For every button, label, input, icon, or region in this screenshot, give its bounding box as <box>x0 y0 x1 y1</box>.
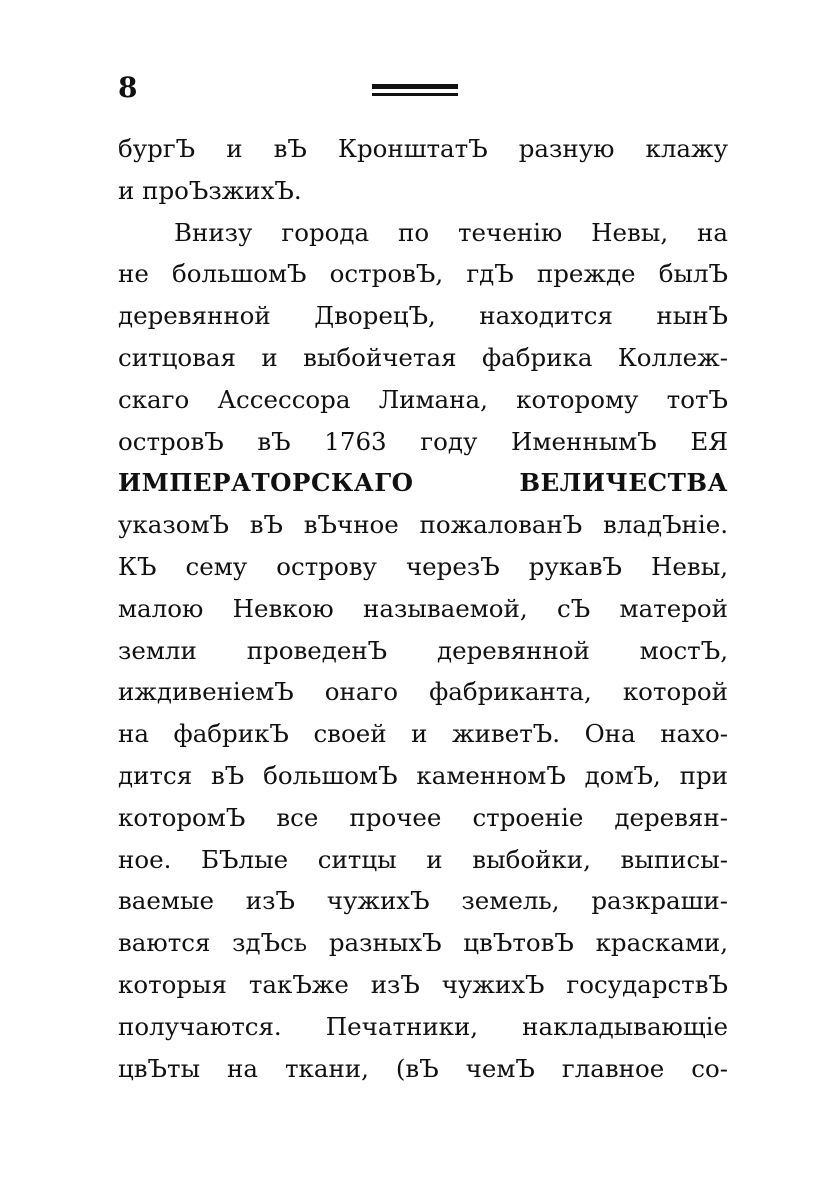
text-line: Внизу города по теченію Невы, на <box>174 217 728 247</box>
text-line: ное. БЪлые ситцы и выбойки, выписы- <box>118 844 728 874</box>
ornament-rule-thin <box>372 93 458 96</box>
text-line: земли проведенЪ деревянной мостЪ, <box>118 635 728 665</box>
text-line: указомЪ вЪ вЪчное пожалованЪ владЪніе. <box>118 510 728 540</box>
text-line: ваемые изЪ чужихЪ земель, разкраши- <box>118 886 728 916</box>
text-line: ваются здЪсь разныхЪ цвЪтовЪ красками, <box>118 928 728 958</box>
text-line: получаются. Печатники, накладывающіе <box>118 1011 728 1041</box>
text-line: КЪ сему острову черезЪ рукавЪ Невы, <box>118 551 728 581</box>
text-line: иждивеніемЪ онаго фабриканта, которой <box>118 677 728 707</box>
text-line: на фабрикЪ своей и живетЪ. Она нахо- <box>118 719 728 749</box>
text-line: которыя такЪже изЪ чужихЪ государствЪ <box>118 969 728 999</box>
text-line: ИМПЕРАТОРСКАГО ВЕЛИЧЕСТВА <box>118 468 728 498</box>
text-line: скаго Ассессора Лимана, которому тотЪ <box>118 384 728 414</box>
page-number: 8 <box>118 71 138 104</box>
body-text <box>118 128 728 1089</box>
text-line: островЪ вЪ 1763 году ИменнымЪ ЕЯ <box>118 426 728 456</box>
ornament-rule-thick <box>372 84 458 89</box>
text-line: дится вЪ большомЪ каменномЪ домЪ, при <box>118 760 728 790</box>
text-line: ситцовая и выбойчетая фабрика Коллеж- <box>118 342 728 372</box>
header-ornament <box>372 84 458 98</box>
text-line: не большомЪ островЪ, гдЪ прежде былЪ <box>118 259 728 289</box>
text-line: деревянной ДворецЪ, находится нынЪ <box>118 301 728 331</box>
text-line: которомЪ все прочее строеніе деревян- <box>118 802 728 832</box>
text-line: малою Невкою называемой, сЪ матерой <box>118 593 728 623</box>
text-line: бургЪ и вЪ КронштатЪ разную клажу <box>118 134 728 163</box>
text-line: и проЪзжихЪ. <box>118 175 302 205</box>
text-line: цвЪты на ткани, (вЪ чемЪ главное со- <box>118 1053 728 1083</box>
